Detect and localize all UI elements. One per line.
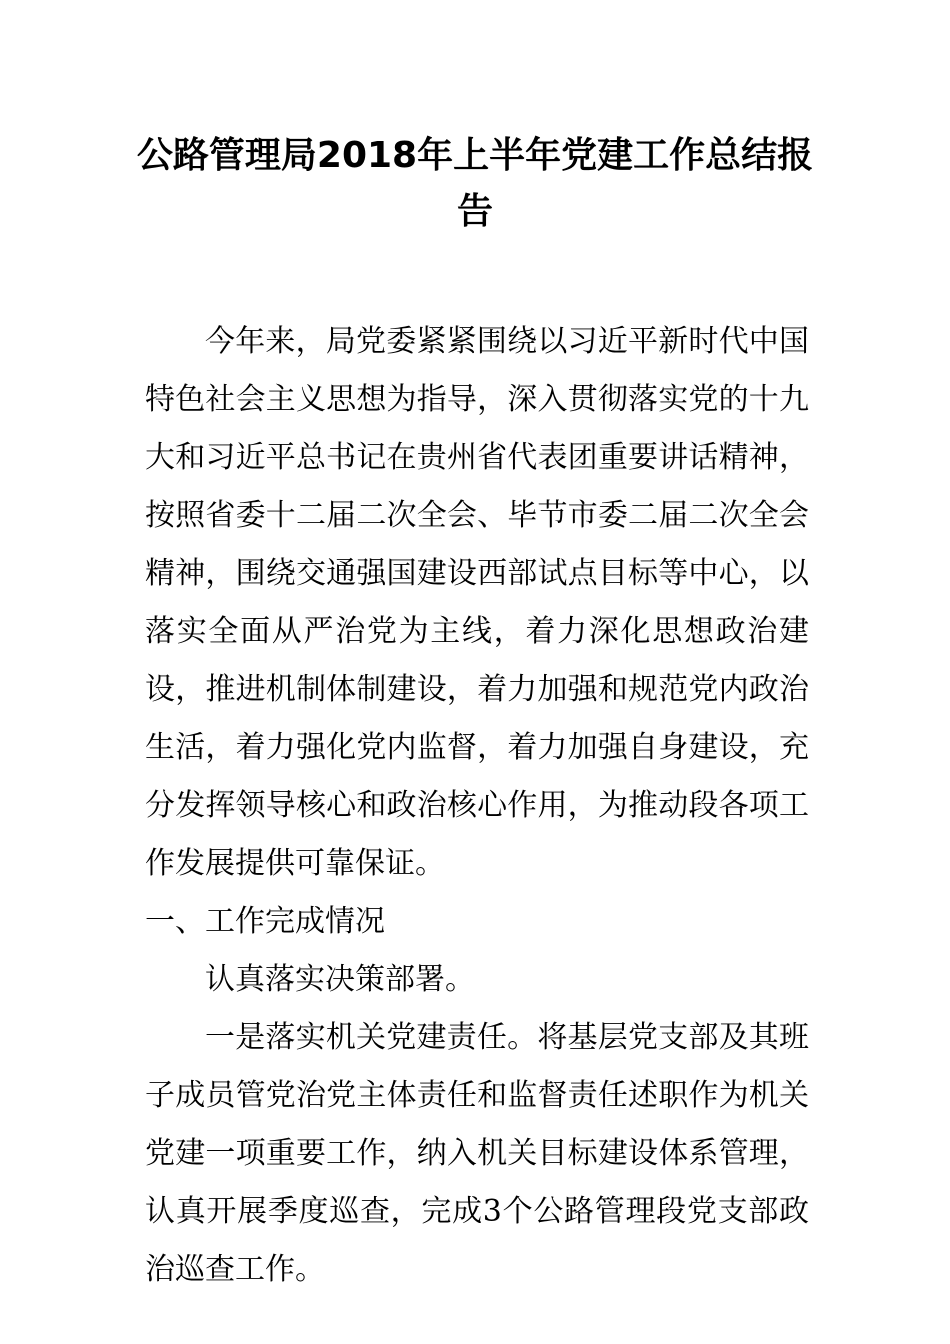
intro-paragraph: 今年来，局党委紧紧围绕以习近平新时代中国特色社会主义思想为指导，深入贯彻落实党的十九大和习近平总书记在贵州省代表团重要讲话精神，按照省委十二届二次全会、毕节市委二届二次全会精神，围绕交通强国建设西部试点目标等中心，以落实全面从严治党为主线，着力深化思想政治建设，推进机制体制建设，着力加强和规范党内政治生活，着力强化党内监督，着力加强自身建设，充分发挥领导核心和政治核心作用，为推动段各项工作发展提供可靠保证。: [145, 324, 809, 881]
subsection-heading: 认真落实决策部署。: [205, 962, 475, 997]
body-paragraph: 一是落实机关党建责任。将基层党支部及其班子成员管党治党主体责任和监督责任述职作为机关党建一项重要工作，纳入机关目标建设体系管理，认真开展季度巡查，完成3个公路管理段党支部政治巡查工作。: [145, 1020, 809, 1287]
section-heading: 一、工作完成情况: [145, 904, 385, 939]
document-body: [145, 313, 809, 1299]
document-title: 公路管理局2018年上半年党建工作总结报告: [136, 135, 814, 232]
